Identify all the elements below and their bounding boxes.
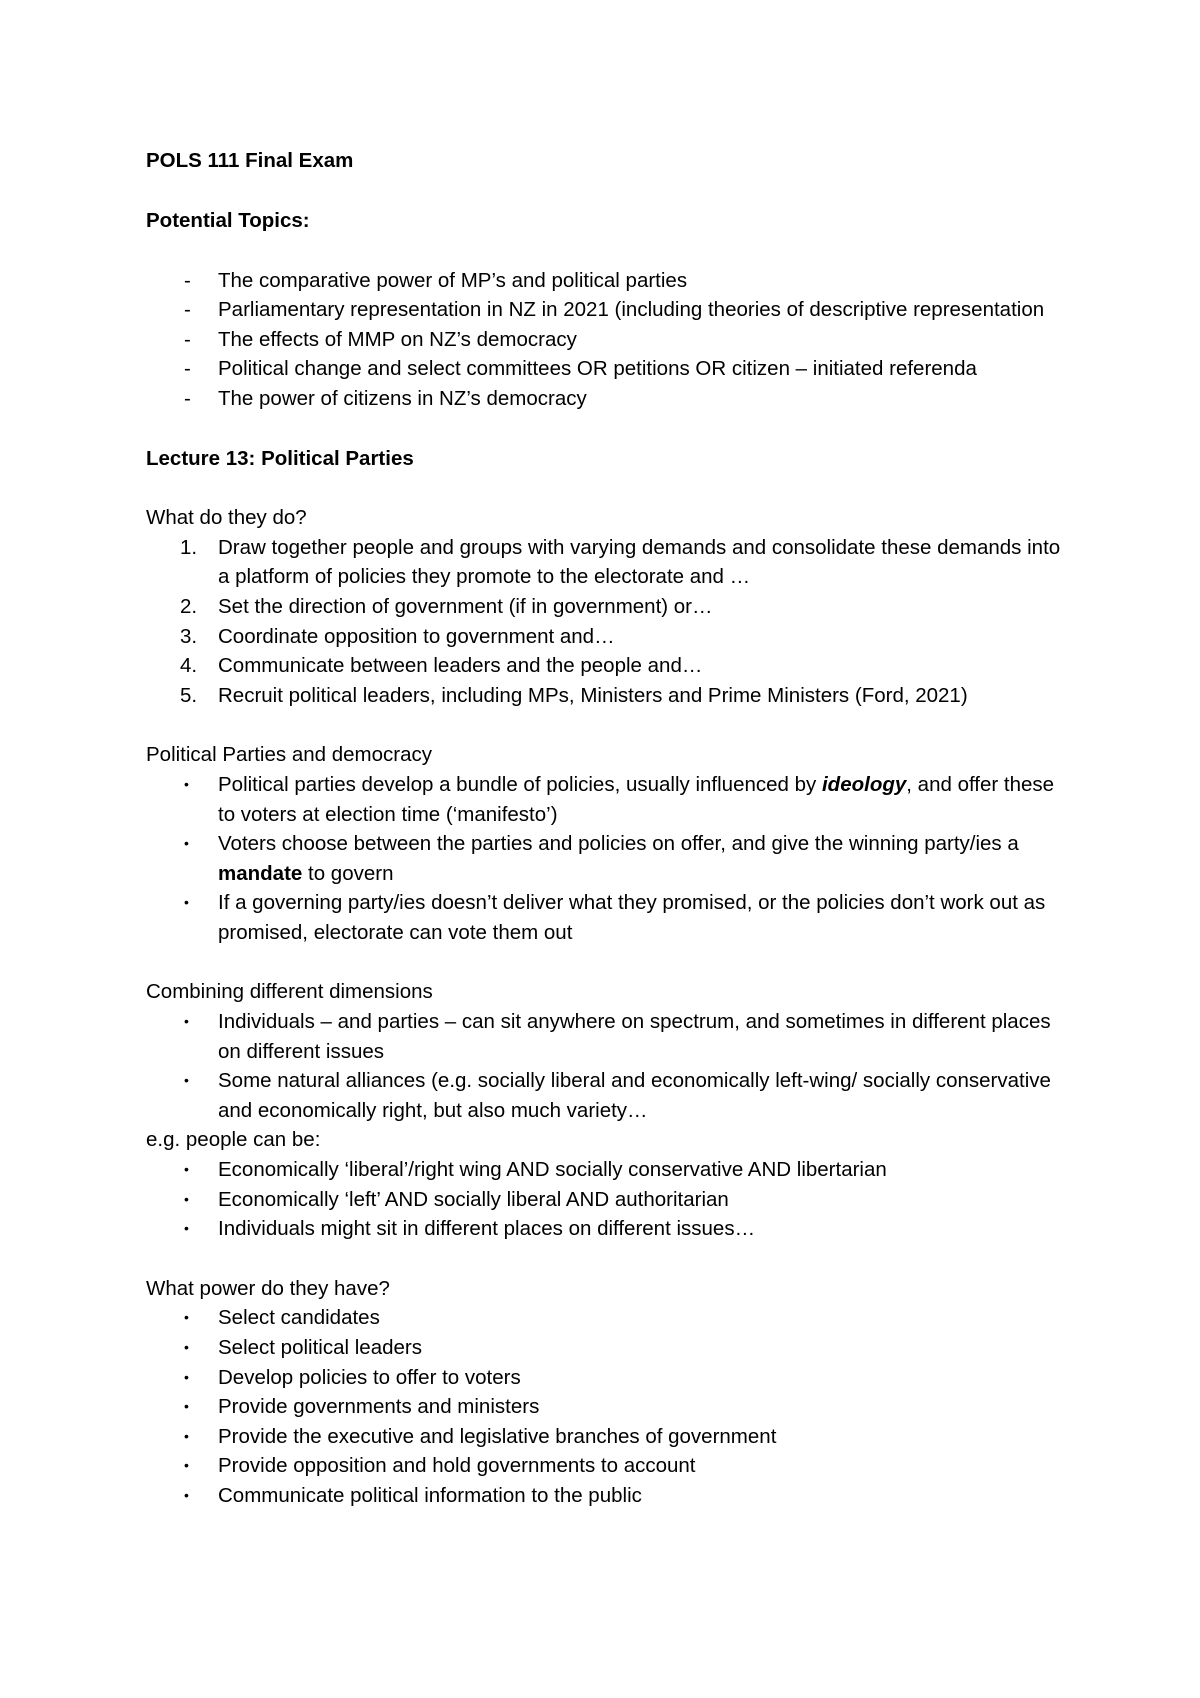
- list-item-text: Set the direction of government (if in government) or…: [218, 594, 713, 618]
- list-item-text: Recruit political leaders, including MPs, Ministers and Prime Ministers (Ford, 2021): [218, 683, 968, 707]
- list-item: - The power of citizens in NZ’s democracy: [146, 384, 1076, 414]
- section-heading-power: What power do they have?: [146, 1276, 390, 1300]
- section-heading-parties-democracy: Political Parties and democracy: [146, 743, 432, 767]
- functions-list: [146, 533, 1076, 711]
- spacer: [146, 236, 1076, 266]
- list-number: 3.: [180, 624, 198, 648]
- emphasis-mandate: mandate: [218, 861, 303, 885]
- list-item: - The effects of MMP on NZ’s democracy: [146, 325, 1076, 355]
- example-list: [146, 1155, 1076, 1244]
- list-item: • Provide governments and ministers: [146, 1392, 1076, 1422]
- spacer: [146, 414, 1076, 444]
- section-heading-dimensions: Combining different dimensions: [146, 980, 433, 1004]
- list-item: • Select candidates: [146, 1303, 1076, 1333]
- list-item: • Select political leaders: [146, 1333, 1076, 1363]
- list-item: • Provide opposition and hold governments to account: [146, 1451, 1076, 1481]
- list-item: • Some natural alliances (e.g. socially liberal and economically left-wing/ socially conservative and economically right, but also much variety…: [146, 1066, 1076, 1125]
- list-item: [146, 681, 1076, 711]
- list-item-text: Communicate between leaders and the people and…: [218, 654, 703, 678]
- parties-democracy-list: [146, 770, 1076, 948]
- list-number: 1.: [180, 535, 198, 559]
- list-item: • Individuals – and parties – can sit anywhere on spectrum, and sometimes in different places on different issues: [146, 1007, 1076, 1066]
- list-item: • Economically ‘left’ AND socially liberal AND authoritarian: [146, 1185, 1076, 1215]
- text-run: , and offer these to voters at election time (‘manifesto’): [218, 772, 1055, 826]
- list-item: - Parliamentary representation in NZ in 2021 (including theories of descriptive representation: [146, 295, 1076, 325]
- list-item: • Economically ‘liberal’/right wing AND socially conservative AND libertarian: [146, 1155, 1076, 1185]
- list-item: [146, 829, 1076, 888]
- topics-list: [146, 266, 1076, 414]
- list-item-text: Coordinate opposition to government and…: [218, 624, 615, 648]
- list-item: [146, 770, 1076, 829]
- spacer: [146, 176, 1076, 206]
- spacer: [146, 1244, 1076, 1274]
- list-item: • Communicate political information to the public: [146, 1481, 1076, 1511]
- list-number: 4.: [180, 654, 198, 678]
- list-number: 2.: [180, 594, 198, 618]
- text-run: Political parties develop a bundle of policies, usually influenced by: [218, 772, 822, 796]
- spacer: [146, 710, 1076, 740]
- list-item: - Political change and select committees OR petitions OR citizen – initiated referenda: [146, 354, 1076, 384]
- text-run: Voters choose between the parties and policies on offer, and give the winning party/ies a: [218, 832, 1019, 856]
- list-item: [146, 533, 1076, 592]
- section-heading-what-do-they-do: What do they do?: [146, 506, 307, 530]
- spacer: [146, 473, 1076, 503]
- power-list: [146, 1303, 1076, 1510]
- example-label: e.g. people can be:: [146, 1128, 321, 1152]
- document-page: [146, 146, 1076, 1511]
- list-item: • Provide the executive and legislative branches of government: [146, 1422, 1076, 1452]
- list-item: • If a governing party/ies doesn’t deliver what they promised, or the policies don’t work out as promised, electorate can vote them out: [146, 888, 1076, 947]
- spacer: [146, 947, 1076, 977]
- text-run: to govern: [302, 861, 394, 885]
- list-item: • Individuals might sit in different places on different issues…: [146, 1214, 1076, 1244]
- dimensions-list: [146, 1007, 1076, 1125]
- list-item: [146, 592, 1076, 622]
- list-number: 5.: [180, 683, 198, 707]
- list-item: - The comparative power of MP’s and political parties: [146, 266, 1076, 296]
- document-title: POLS 111 Final Exam: [146, 149, 354, 172]
- emphasis-ideology: ideology: [821, 772, 907, 796]
- lecture-heading: Lecture 13: Political Parties: [146, 446, 414, 470]
- list-item: [146, 622, 1076, 652]
- topics-heading: Potential Topics:: [146, 209, 310, 232]
- list-item: [146, 651, 1076, 681]
- list-item: • Develop policies to offer to voters: [146, 1363, 1076, 1393]
- list-item-text: Draw together people and groups with varying demands and consolidate these demands into a platform of policies they promote to the electorate and …: [218, 535, 1061, 589]
